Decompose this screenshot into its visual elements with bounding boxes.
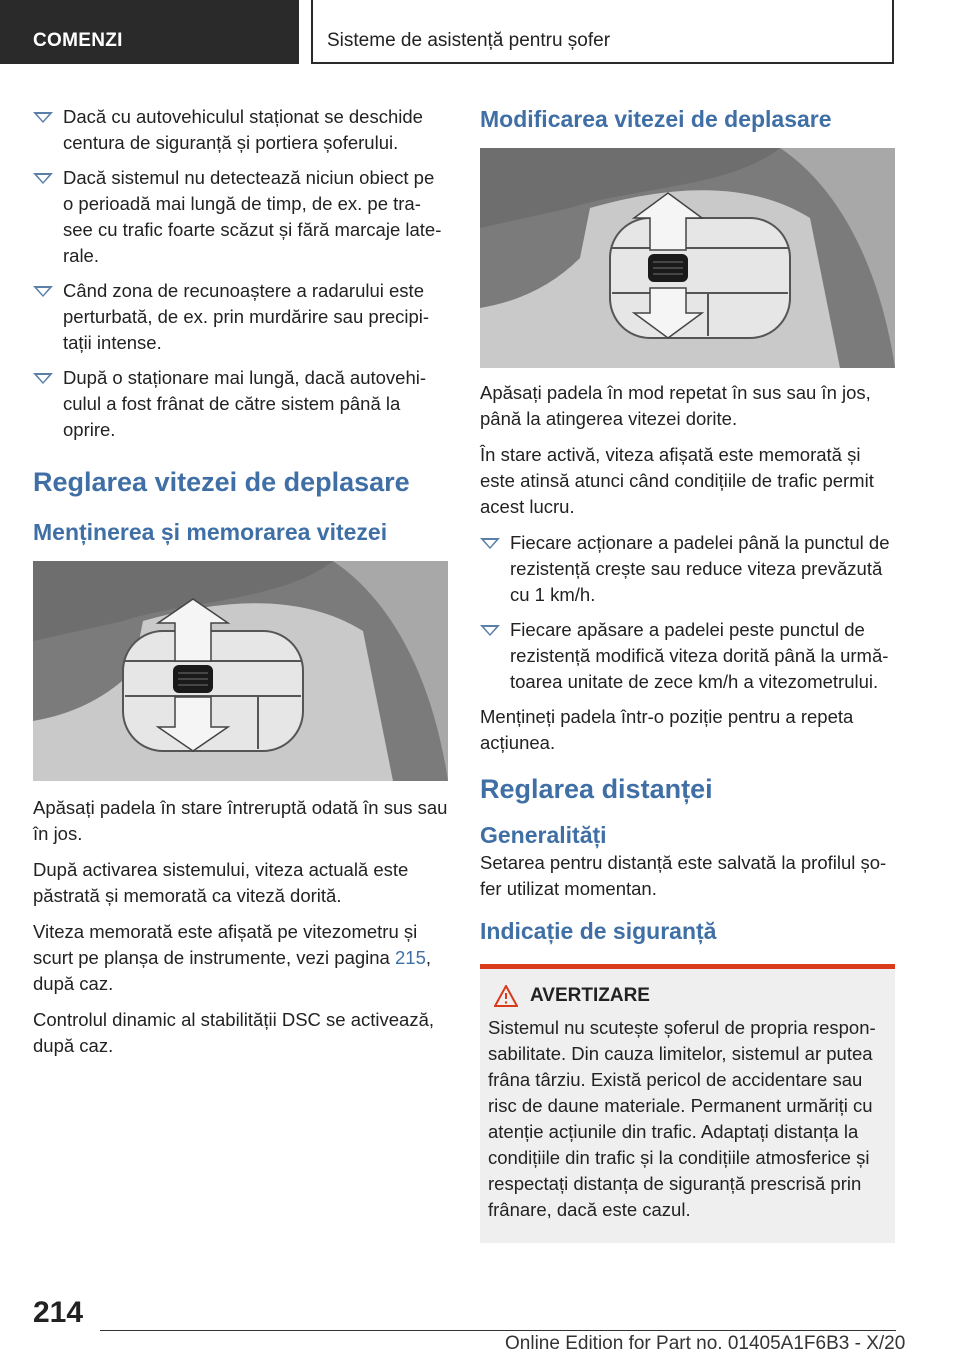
steering-wheel-paddle-image: [33, 561, 448, 781]
paragraph: Viteza memorată este afișată pe vitezometru și scurt pe planșa de instrumente, vezi pagina 215, după caz.: [33, 921, 432, 994]
warning-header: [488, 985, 887, 1007]
list-item: Dacă sistemul nu detectează niciun obiect pe o perioadă mai lungă de timp, de ex. pe tra-see cu trafic foarte scăzut și fără marcaje late-rale.: [33, 165, 448, 269]
bullet-triangle-icon: [33, 173, 53, 184]
page-number: 214: [33, 1296, 84, 1329]
bullet-triangle-icon: [33, 286, 53, 297]
right-column: [480, 104, 895, 1243]
left-column: [33, 104, 448, 1069]
paragraph: Apăsați padela în stare întreruptă odată în sus sau în jos.: [33, 797, 448, 844]
list-item: Când zona de recunoaștere a radarului este perturbată, de ex. prin murdărire sau precipi-tații intense.: [33, 278, 448, 356]
list-item: După o staționare mai lungă, dacă autovehi-culul a fost frânat de către sistem până la oprire.: [33, 365, 448, 443]
header-section-label: COMENZI: [33, 30, 123, 51]
header-section-tab: [0, 0, 299, 64]
list-item: Dacă cu autovehiculul staționat se deschide centura de siguranță și portiera șoferului.: [33, 104, 448, 156]
paragraph: Apăsați padela în mod repetat în sus sau în jos, până la atingerea vitezei dorite.: [480, 382, 871, 429]
header-title: Sisteme de asistență pentru șofer: [327, 30, 611, 51]
paragraph: Controlul dinamic al stabilității DSC se activează, după caz.: [33, 1009, 435, 1056]
paragraph: În stare activă, viteza afișată este memorată și este atinsă atunci când condițiile de trafic permit acest lucru.: [480, 444, 874, 517]
bullet-triangle-icon: [33, 373, 53, 384]
steering-wheel-paddle-image: [480, 148, 895, 368]
bullet-triangle-icon: [480, 625, 500, 636]
list-item: Fiecare acționare a padelei până la punctul de rezistență crește sau reduce viteza prevăzută cu 1 km/h.: [480, 530, 895, 608]
list-item: Fiecare apăsare a padelei peste punctul de rezistență modifică viteza dorită până la urmă-toarea unitate de zece km/h a vitezometrului.: [480, 617, 895, 695]
page-link[interactable]: 215: [395, 947, 426, 968]
paragraph: Mențineți padela într-o poziție pentru a repeta acțiunea.: [480, 706, 854, 753]
footer-divider: [100, 1330, 896, 1331]
bullet-triangle-icon: [33, 112, 53, 123]
footer-edition: Online Edition for Part no. 01405A1F6B3 - X/20: [505, 1333, 906, 1354]
section-heading: Reglarea distanței: [480, 774, 713, 804]
paragraph: Setarea pentru distanță este salvată la profilul șo-fer utilizat momentan.: [480, 852, 887, 899]
paragraph: După activarea sistemului, viteza actuală este păstrată și memorată ca viteză dorită.: [33, 859, 409, 906]
subsection-heading: Generalități: [480, 822, 607, 848]
header-title-box: [311, 0, 894, 64]
subsection-heading: Indicație de siguranță: [480, 918, 717, 944]
bullet-triangle-icon: [480, 538, 500, 549]
subsection-heading: Modificarea vitezei de deplasare: [480, 106, 832, 132]
subsection-heading: Menținerea și memorarea vitezei: [33, 519, 388, 545]
warning-text: Sistemul nu scutește șoferul de propria respon-sabilitate. Din cauza limitelor, sistemul ar putea frâna târziu. Există pericol de accidentare sau risc de daune materiale. Permanent urmăriți cu atenție acțiunile din trafic. Adaptați distanța la condițiile din trafic și la condițiile atmosferice și respectați distanța de siguranță prescrisă prin frânare, dacă este cazul.: [488, 1017, 876, 1220]
warning-triangle-icon: [494, 985, 518, 1007]
section-heading: Reglarea vitezei de deplasare: [33, 467, 410, 497]
warning-box: [480, 964, 895, 1243]
warning-title: AVERTIZARE: [530, 985, 650, 1006]
